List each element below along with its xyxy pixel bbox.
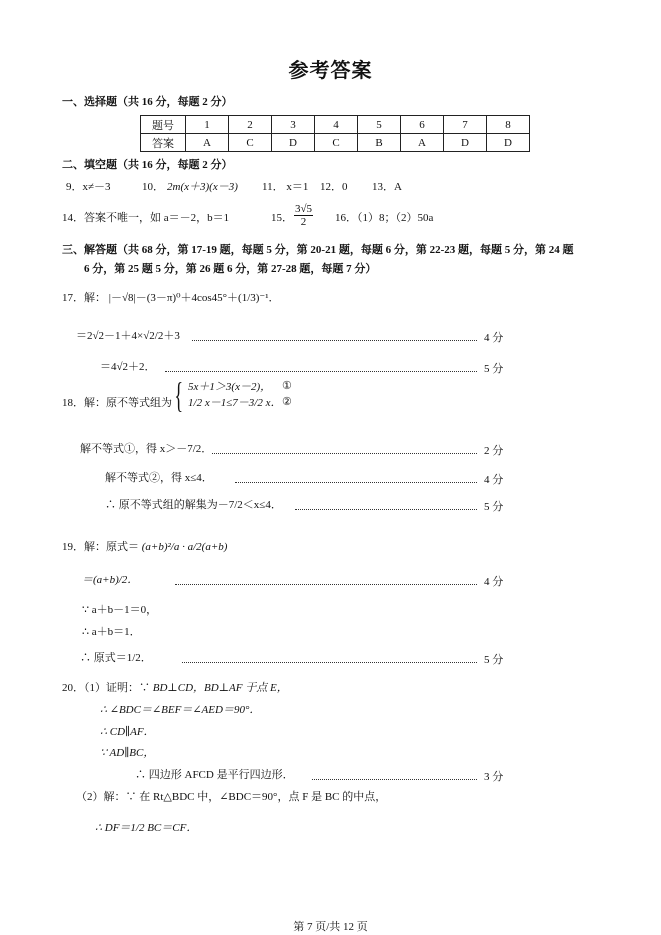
- q20-step2: ∴ CD∥AF．: [100, 726, 155, 738]
- table-cell: 4: [315, 116, 358, 134]
- dotted-leader: [175, 584, 477, 585]
- section-3-heading: 三、解答题（共 68 分，第 17-19 题，每题 5 分，第 20-21 题，每题 6 分，第 22-23 题，每题 5 分，第 24 题: [62, 244, 574, 256]
- q17-step2: ＝4√2＋2．: [100, 361, 156, 373]
- answer-16: 16．（1）8；（2）50a: [335, 212, 434, 224]
- section-2-heading: 二、填空题（共 16 分，每题 2 分）: [62, 159, 233, 171]
- brace-icon: {: [174, 375, 183, 415]
- table-cell: 2: [229, 116, 272, 134]
- q19-step2: ∴ 原式＝1/2．: [80, 652, 152, 664]
- score: 5 分: [484, 654, 504, 666]
- score: 2 分: [484, 445, 504, 457]
- score: 4 分: [484, 474, 504, 486]
- answer-13: 13．A: [372, 181, 402, 193]
- answer-12: 12．0: [320, 181, 348, 193]
- page-title: 参考答案: [288, 60, 373, 82]
- table-cell: 3: [272, 116, 315, 134]
- dotted-leader: [235, 482, 477, 483]
- q18-step1: 解不等式①，得 x＞－7/2．: [80, 443, 213, 455]
- marker-2: ②: [282, 396, 292, 408]
- answer-10-label: 10．: [142, 181, 164, 193]
- table-header-cell: 题号: [141, 116, 186, 134]
- inequality-1: 5x＋1＞3(x－2)，: [188, 381, 272, 393]
- score: 3 分: [484, 771, 504, 783]
- q17-label: 17．解：: [62, 292, 106, 304]
- table-cell: 6: [401, 116, 444, 134]
- q20-part2: （2）解：∵ 在 Rt△BDC 中，∠BDC＝90°，点 F 是 BC 的中点，: [76, 791, 387, 803]
- q20-step3: ∵ AD∥BC，: [100, 747, 155, 759]
- q18-step3: ∴ 原不等式组的解集为－7/2＜x≤4．: [105, 499, 282, 511]
- table-cell: C: [315, 134, 358, 152]
- q20-part1-label: 20．（1）证明：∵: [62, 682, 153, 694]
- q17-step1: ＝2√2－1＋4×√2/2＋3: [76, 330, 180, 342]
- answer-11: 11． x＝1: [262, 181, 309, 193]
- q17-label-expression: [62, 291, 280, 305]
- score: 5 分: [484, 501, 504, 513]
- q19-because: ∵ a＋b－1＝0，: [82, 604, 158, 616]
- page-footer: 第 7 页/共 12 页: [293, 921, 368, 933]
- section-3-heading-cont: 6 分，第 25 题 5 分，第 26 题 6 分，第 27-28 题，每题 7 分）: [84, 263, 377, 275]
- q19-therefore: ∴ a＋b＝1．: [82, 626, 141, 638]
- q19-expression: (a+b)²/a · a/2(a+b): [141, 541, 228, 553]
- q17-expression: |－√8|－(3－π)⁰＋4cos45°＋(1/3)⁻¹．: [108, 292, 280, 304]
- table-header-cell: 答案: [141, 134, 186, 152]
- q19-label-expression: [62, 540, 227, 554]
- table-cell: A: [186, 134, 229, 152]
- table-cell: 8: [487, 116, 530, 134]
- q20-part1: [62, 681, 288, 695]
- denominator: 2: [300, 216, 307, 228]
- q18-step2: 解不等式②，得 x≤4．: [105, 472, 213, 484]
- table-cell: B: [358, 134, 401, 152]
- table-cell: C: [229, 134, 272, 152]
- table-cell: A: [401, 134, 444, 152]
- table-cell: 1: [186, 116, 229, 134]
- score: 5 分: [484, 363, 504, 375]
- q20-step5: ∴ DF＝1/2 BC＝CF．: [95, 822, 198, 834]
- dotted-leader: [212, 453, 477, 454]
- table-cell: D: [487, 134, 530, 152]
- answer-10: 2m(x＋3)(x－3): [167, 181, 238, 193]
- table-cell: 5: [358, 116, 401, 134]
- section-1-heading: 一、选择题（共 16 分，每题 2 分）: [62, 96, 233, 108]
- dotted-leader: [165, 371, 477, 372]
- table-cell: D: [272, 134, 315, 152]
- dotted-leader: [312, 779, 477, 780]
- multiple-choice-answer-table: [140, 115, 530, 152]
- answer-15-fraction: [293, 203, 314, 228]
- dotted-leader: [182, 662, 477, 663]
- answer-15-label: 15．: [271, 212, 293, 224]
- inequality-system: [188, 379, 281, 411]
- numerator: 3√5: [295, 203, 313, 215]
- table-cell: 7: [444, 116, 487, 134]
- answer-14: 14．答案不唯一，如 a＝－2，b＝1: [62, 212, 230, 224]
- marker-1: ①: [282, 380, 292, 392]
- dotted-leader: [192, 340, 477, 341]
- q19-label: 19．解：原式＝: [62, 541, 139, 553]
- q20-step4: ∴ 四边形 AFCD 是平行四边形．: [135, 769, 294, 781]
- inequality-2: 1/2 x－1≤7－3/2 x．: [188, 397, 282, 409]
- table-cell: D: [444, 134, 487, 152]
- q20-given: BD⊥CD，BD⊥AF 于点 E，: [152, 682, 288, 694]
- score: 4 分: [484, 332, 504, 344]
- q19-step1: ＝(a+b)/2．: [82, 574, 139, 586]
- score: 4 分: [484, 576, 504, 588]
- q18-system: [172, 377, 281, 413]
- q18-label: 18．解：原不等式组为: [62, 397, 172, 409]
- q20-step1: ∴ ∠BDC＝∠BEF＝∠AED＝90°．: [100, 704, 261, 716]
- dotted-leader: [295, 509, 477, 510]
- table-row: [141, 134, 530, 152]
- table-row: [141, 116, 530, 134]
- answer-9: 9．x≠－3: [66, 181, 111, 193]
